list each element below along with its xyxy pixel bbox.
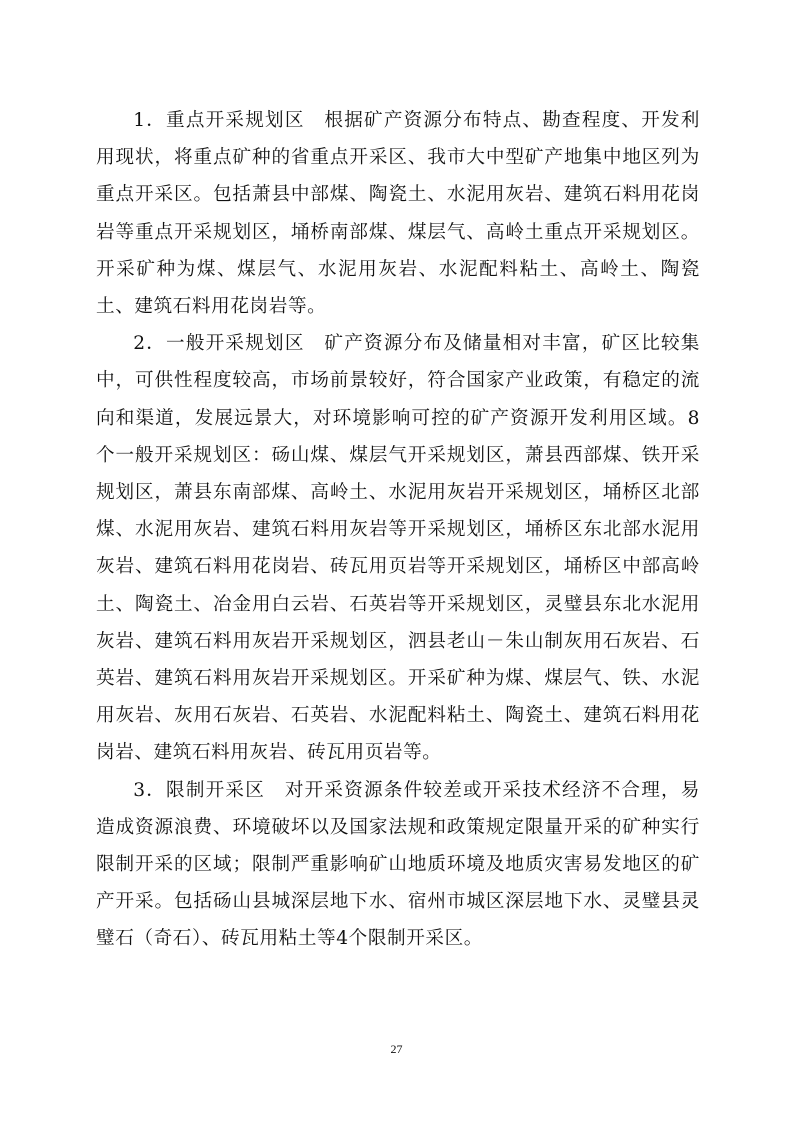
heading-gap xyxy=(305,110,324,131)
section-1-body: 根据矿产资源分布特点、勘查程度、开发利用现状，将重点矿种的省重点开采区、我市大中型矿产地集中地区列为重点开采区。包括萧县中部煤、陶瓷土、水泥用灰岩、建筑石料用花岗岩等重点开采规划区，埇桥南部煤、煤层气、高岭土重点开采规划区。开采矿种为煤、煤层气、水泥用灰岩、水泥配料粘土、高岭土、陶瓷土、建筑石料用花岗岩等。 xyxy=(96,110,701,318)
section-3-paragraph xyxy=(96,772,700,958)
section-3-body: 对开采资源条件较差或开采技术经济不合理，易造成资源浪费、环境破坏以及国家法规和政策规定限量开采的矿种实行限制开采的区域；限制严重影响矿山地质环境及地质灾害易发地区的矿产开采。包括砀山县城深层地下水、宿州市城区深层地下水、灵璧县灵璧石（奇石）、砖瓦用粘土等4个限制开采区。 xyxy=(96,779,700,950)
section-2-paragraph xyxy=(96,325,700,771)
document-body xyxy=(96,102,700,958)
section-1-paragraph xyxy=(96,102,700,325)
section-3-heading: 3．限制开采区 xyxy=(133,779,266,801)
page-number: 27 xyxy=(390,1042,403,1056)
heading-gap xyxy=(305,333,324,354)
heading-gap xyxy=(265,780,284,801)
section-2-body: 矿产资源分布及储量相对丰富，矿区比较集中，可供性程度较高，市场前景较好，符合国家产业政策，有稳定的流向和渠道，发展远景大，对环境影响可控的矿产资源开发利用区域。8个一般开采规划区：砀山煤、煤层气开采规划区，萧县西部煤、铁开采规划区，萧县东南部煤、高岭土、水泥用灰岩开采规划区，埇桥区北部煤、水泥用灰岩、建筑石料用灰岩等开采规划区，埇桥区东北部水泥用灰岩、建筑石料用花岗岩、砖瓦用页岩等开采规划区，埇桥区中部高岭土、陶瓷土、冶金用白云岩、石英岩等开采规划区，灵璧县东北水泥用灰岩、建筑石料用灰岩开采规划区，泗县老山－朱山制灰用石灰岩、石英岩、建筑石料用灰岩开采规划区。开采矿种为煤、煤层气、铁、水泥用灰岩、灰用石灰岩、石英岩、水泥配料粘土、陶瓷土、建筑石料用花岗岩、建筑石料用灰岩、砖瓦用页岩等。 xyxy=(96,333,701,764)
section-1-heading: 1．重点开采规划区 xyxy=(133,110,305,131)
section-2-heading: 2．一般开采规划区 xyxy=(133,333,305,355)
